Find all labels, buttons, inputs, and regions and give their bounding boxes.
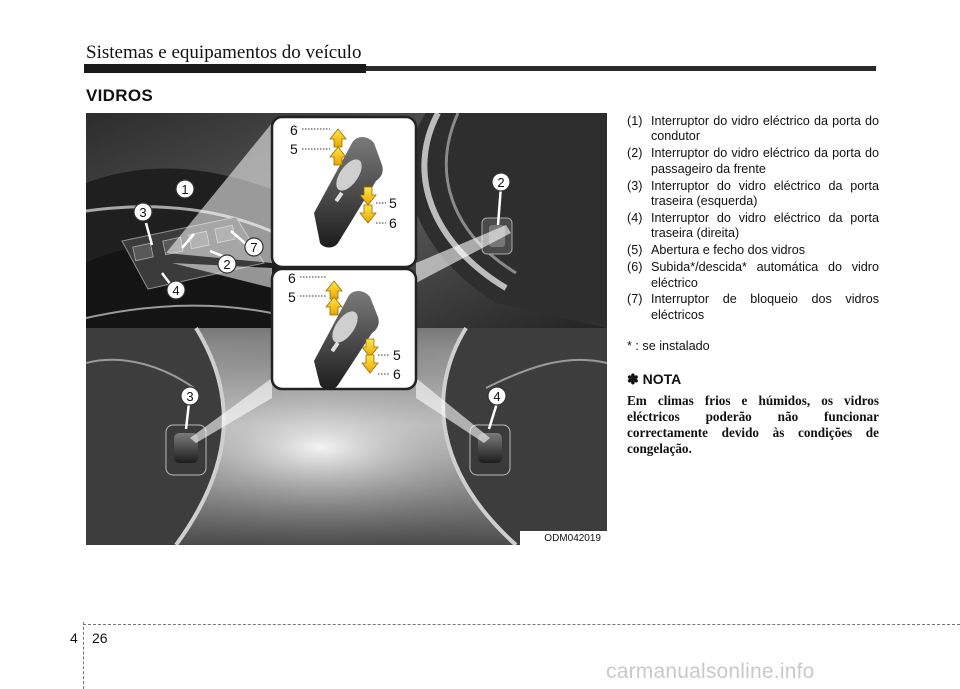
page-number: 26 (92, 630, 108, 646)
figure-code: ODM042019 (520, 531, 607, 546)
detail2-label-6-top: 6 (288, 270, 296, 286)
section-title: VIDROS (86, 86, 153, 105)
watermark: carmanualsonline.info (606, 660, 815, 683)
legend-item-number: (3) (627, 178, 643, 193)
legend-item-number: (6) (627, 260, 643, 275)
legend-item-number: (2) (627, 146, 643, 161)
legend-item-number: (4) (627, 210, 643, 225)
callout-3-rear (181, 387, 199, 405)
legend-item-text: Subida*/descida* automática do vidro eléctrico (651, 260, 879, 290)
footer-divider-vertical (83, 622, 84, 689)
svg-text:7: 7 (250, 240, 258, 255)
footer-divider-horizontal (83, 624, 960, 625)
legend-list (627, 114, 879, 355)
svg-text:2: 2 (223, 257, 231, 272)
legend-item-text: Interruptor do vidro eléctrico da porta do passageiro da frente (651, 146, 879, 176)
svg-text:3: 3 (139, 205, 147, 220)
legend-item-text: Interruptor do vidro eléctrico da porta do condutor (651, 114, 879, 144)
legend-item (627, 146, 879, 177)
legend-item-number: (5) (627, 243, 643, 258)
legend-item (627, 114, 879, 145)
chapter-number: 4 (70, 630, 78, 646)
illustration-svg (86, 113, 607, 545)
legend-item-number: (1) (627, 114, 643, 128)
svg-text:4: 4 (172, 283, 180, 298)
detail2-label-5-top: 5 (288, 289, 296, 305)
svg-text:2: 2 (497, 175, 505, 190)
callout-1 (176, 180, 194, 198)
svg-text:1: 1 (181, 182, 189, 197)
legend-item (627, 260, 879, 291)
svg-text:3: 3 (186, 389, 194, 404)
window-switches-illustration (86, 113, 607, 545)
legend-item (627, 211, 879, 242)
legend-item-number: (7) (627, 292, 643, 307)
header-rule-accent (84, 64, 366, 73)
legend-item-text: Interruptor do vidro eléctrico da porta traseira (direita) (651, 210, 879, 241)
callout-7 (245, 238, 263, 256)
detail2-label-5-down: 5 (393, 347, 401, 363)
svg-text:4: 4 (493, 389, 501, 404)
detail-label-5-down: 5 (389, 195, 397, 211)
callout-2-door (492, 173, 510, 191)
detail-label-6-down: 6 (389, 215, 397, 231)
callout-4-front (167, 281, 185, 299)
nota-body: Em climas frios e húmidos, os vidros eléctricos poderão não funcionar correctamente devido às condições de congelação. (627, 393, 879, 456)
legend-item-text: Interruptor de bloqueio dos vidros eléctricos (651, 292, 879, 322)
legend-item-text: Interruptor do vidro eléctrico da porta traseira (esquerda) (651, 178, 879, 209)
legend-item (627, 179, 879, 210)
legend-item (627, 292, 879, 323)
nota-title: ✽ NOTA (627, 371, 682, 387)
detail-label-5-top: 5 (290, 141, 298, 157)
detail2-label-6-down: 6 (393, 366, 401, 382)
callout-2-front (218, 255, 236, 273)
legend-item (627, 243, 879, 258)
footnote: * : se instalado (627, 339, 710, 354)
callout-4-rear (488, 387, 506, 405)
page-header-title: Sistemas e equipamentos do veículo (86, 42, 362, 63)
callout-3-front (134, 203, 152, 221)
detail-label-6-top: 6 (290, 122, 298, 138)
legend-item-text: Abertura e fecho dos vidros (651, 243, 806, 258)
